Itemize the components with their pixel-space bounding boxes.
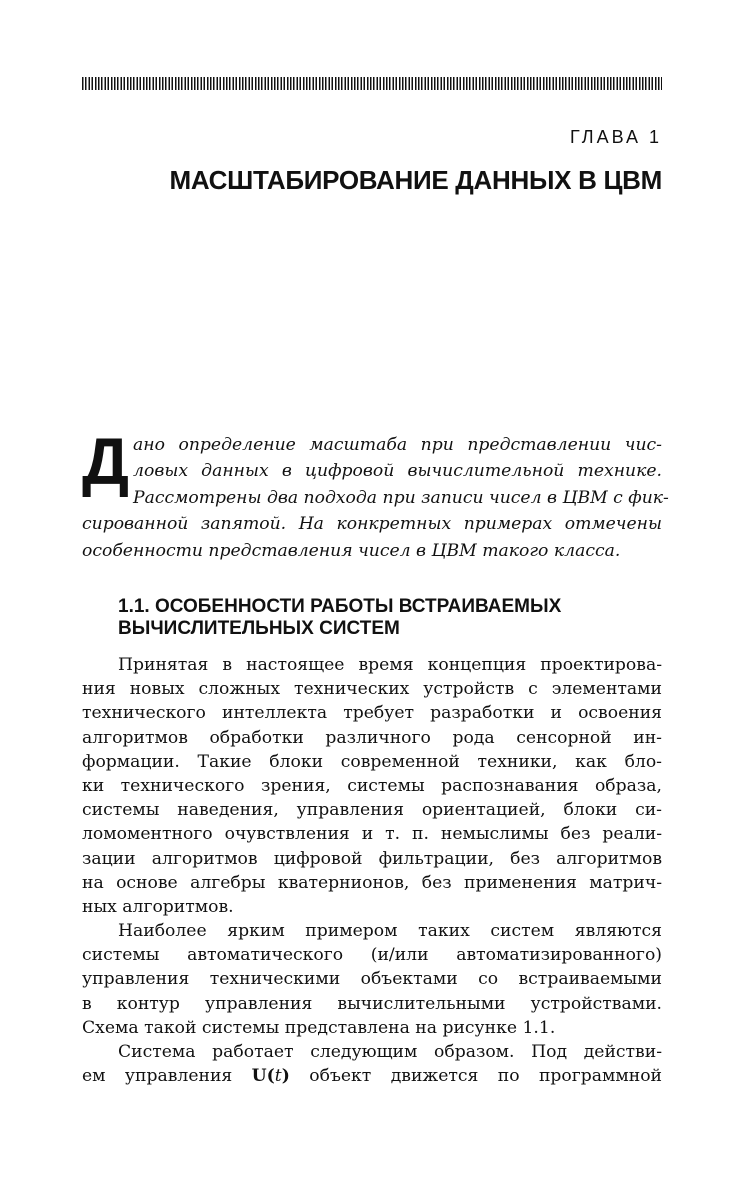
section-heading-line: ВЫЧИСЛИТЕЛЬНЫХ СИСТЕМ <box>118 618 400 639</box>
paragraph-line: ломоментного очувствления и т. п. немыслимы без реали- <box>82 824 662 845</box>
formula-prefix-text: ем управления <box>82 1066 233 1087</box>
formula-suffix-text: объект движется по программной <box>309 1066 662 1087</box>
paragraph-line: системы наведения, управления ориентацией, блоки си- <box>82 800 662 821</box>
paragraph-line: системы автоматического (и/или автоматизированного) <box>82 945 662 966</box>
paragraph-line: ния новых сложных технических устройств с элементами <box>82 679 662 700</box>
abstract-line: сированной запятой. На конкретных примерах отмечены <box>82 514 662 535</box>
abstract-line: ано определение масштаба при представлении чис- <box>133 435 662 455</box>
abstract-line: ловых данных в цифровой вычислительной технике. <box>133 461 662 482</box>
chapter-label: ГЛАВА 1 <box>570 127 662 147</box>
section-heading <box>118 596 662 640</box>
body-text <box>82 653 662 1088</box>
chapter-abstract <box>82 424 669 564</box>
paragraph-line: управления техническими объектами со встраиваемыми <box>82 969 662 990</box>
abstract-line: Рассмотрены два подхода при записи чисел в ЦВМ с фик- <box>133 487 669 508</box>
paragraph-line: Наиболее ярким примером таких систем являются <box>118 921 662 942</box>
abstract-line: особенности представления чисел в ЦВМ такого класса. <box>82 540 621 561</box>
paragraph-line: Схема такой системы представлена на рисунке 1.1. <box>82 1017 556 1038</box>
section-heading-line: 1.1. ОСОБЕННОСТИ РАБОТЫ ВСТРАИВАЕМЫХ <box>118 596 562 617</box>
paragraph-line: ных алгоритмов. <box>82 896 234 917</box>
paragraph-line: технического интеллекта требует разработки и освоения <box>82 703 662 724</box>
paragraph-line: Система работает следующим образом. Под действи- <box>118 1042 662 1062</box>
formula-u-symbol: U( <box>251 1066 275 1087</box>
formula-t-variable: t <box>274 1066 282 1087</box>
formula-close-paren: ) <box>281 1066 290 1087</box>
paragraph-line-with-formula <box>82 1064 662 1088</box>
paragraph-line: алгоритмов обработки различного рода сенсорной ин- <box>82 727 662 748</box>
paragraph-line: на основе алгебры кватернионов, без применения матрич- <box>82 872 662 893</box>
paragraph-line: зации алгоритмов цифровой фильтрации, без алгоритмов <box>82 848 662 869</box>
chapter-title: МАСШТАБИРОВАНИЕ ДАННЫХ В ЦВМ <box>169 165 662 195</box>
paragraph-line: Принятая в настоящее время концепция проектирова- <box>118 655 662 675</box>
header-rule <box>82 77 662 90</box>
drop-cap: Д <box>82 424 130 498</box>
paragraph-line: в контур управления вычислительными устройствами. <box>82 993 662 1014</box>
paragraph-line: ки технического зрения, системы распознавания образа, <box>82 775 662 796</box>
paragraph-line: формации. Такие блоки современной техники, как бло- <box>82 751 662 772</box>
